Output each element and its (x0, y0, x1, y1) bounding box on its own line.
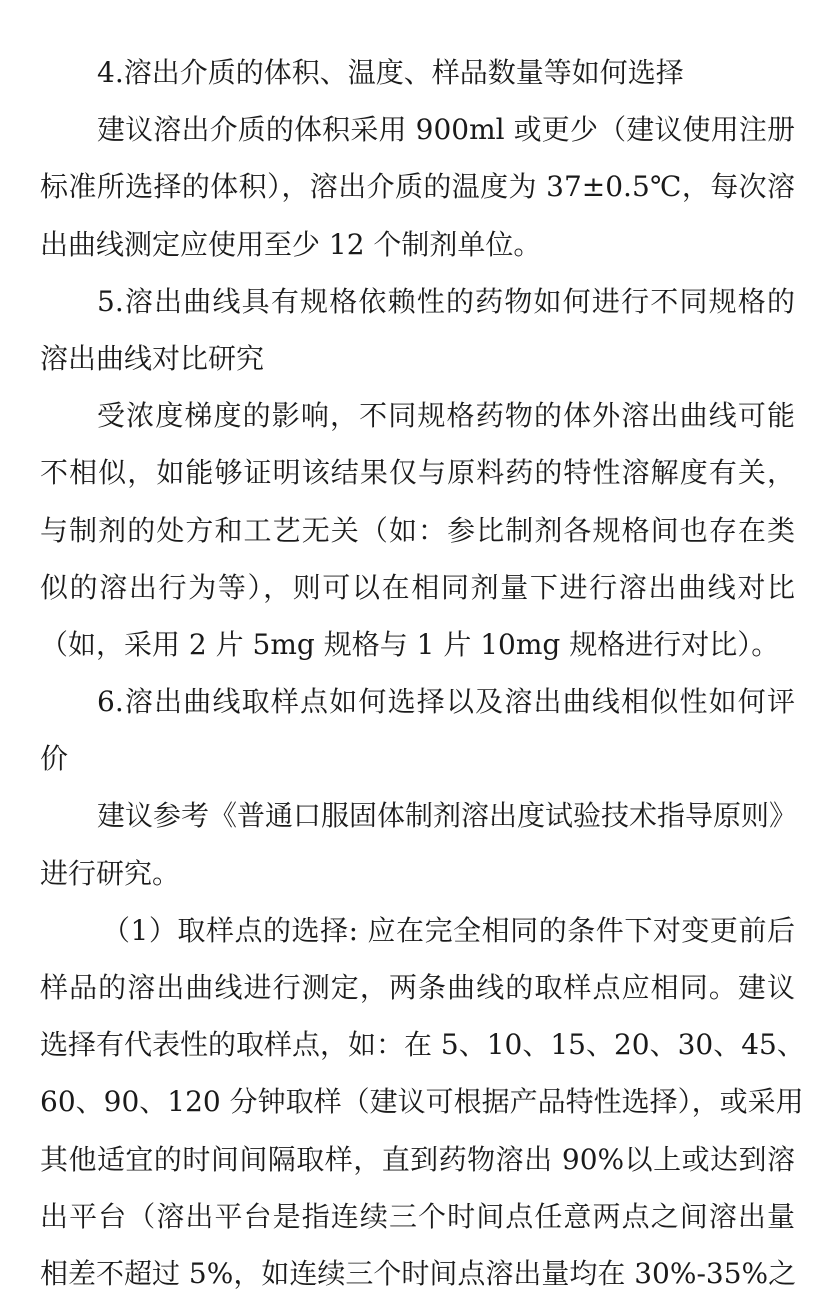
text-line: 标准所选择的体积），溶出介质的温度为 37±0.5℃，每次溶 (40, 170, 795, 204)
text-line: 60、90、120 分钟取样（建议可根据产品特性选择），或采用 (40, 1085, 804, 1119)
text-line: 溶出曲线对比研究 (40, 341, 265, 375)
text-line: 建议参考《普通口服固体制剂溶出度试验技术指导原则》 (97, 799, 798, 833)
text-line: （如，采用 2 片 5mg 规格与 1 片 10mg 规格进行对比）。 (40, 627, 780, 661)
text-line: 出曲线测定应使用至少 12 个制剂单位。 (40, 227, 542, 261)
text-line: 相差不超过 5%，如连续三个时间点溶出量均在 30%-35%之 (40, 1256, 797, 1290)
text-line: 4.溶出介质的体积、温度、样品数量等如何选择 (97, 56, 684, 89)
text-line: 与制剂的处方和工艺无关（如：参比制剂各规格间也存在类 (40, 513, 795, 547)
text-line: 进行研究。 (40, 856, 181, 890)
text-line: 5.溶出曲线具有规格依赖性的药物如何进行不同规格的 (97, 284, 795, 318)
text-line: 样品的溶出曲线进行测定，两条曲线的取样点应相同。建议 (40, 971, 795, 1004)
text-line: 6.溶出曲线取样点如何选择以及溶出曲线相似性如何评 (97, 685, 795, 719)
document-body (40, 44, 805, 1302)
text-line: 建议溶出介质的体积采用 900ml 或更少（建议使用注册 (97, 113, 795, 147)
text-line: 选择有代表性的取样点，如：在 5、10、15、20、30、45、 (40, 1028, 805, 1062)
text-line: 出平台（溶出平台是指连续三个时间点任意两点之间溶出量 (40, 1199, 795, 1233)
text-line: （1）取样点的选择: 应在完全相同的条件下对变更前后 (102, 913, 795, 947)
text-line: 不相似，如能够证明该结果仅与原料药的特性溶解度有关， (40, 456, 795, 490)
text-line: 其他适宜的时间间隔取样，直到药物溶出 90%以上或达到溶 (40, 1142, 795, 1176)
text-line: 价 (40, 742, 69, 776)
text-line: 似的溶出行为等），则可以在相同剂量下进行溶出曲线对比 (40, 570, 795, 604)
text-line: 受浓度梯度的影响，不同规格药物的体外溶出曲线可能 (97, 399, 795, 433)
